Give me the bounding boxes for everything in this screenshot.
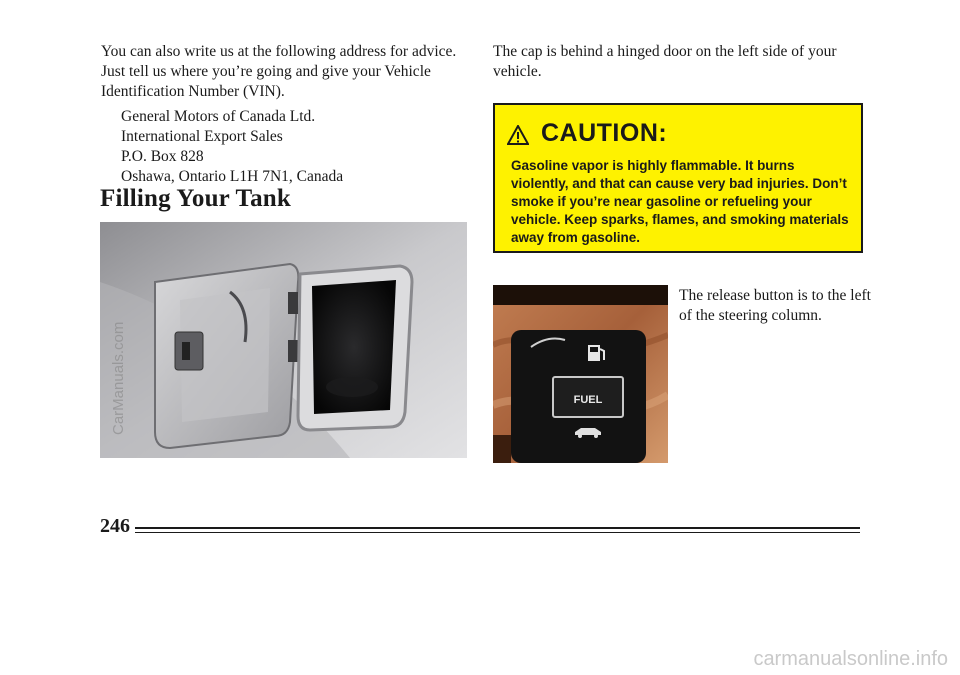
footer-rule (135, 532, 860, 533)
address-line: Oshawa, Ontario L1H 7N1, Canada (121, 168, 344, 185)
fuel-release-button-photo (493, 285, 668, 463)
fuel-button-label: FUEL (573, 394, 603, 406)
warning-triangle-icon (507, 125, 529, 145)
footer-rule (135, 527, 860, 529)
watermark: CarManuals.com (110, 321, 127, 435)
section-heading: Filling Your Tank (100, 185, 291, 212)
caution-text: Gasoline vapor is highly flammable. It burns violently, and that can cause very bad injuries. Don’t smoke if you’re near gasoline or refueling your vehicle. Keep sparks, flames, and smoking materials away from gasoline. (511, 158, 849, 245)
address-line: International Export Sales (121, 128, 283, 145)
fuel-door-photo (100, 222, 467, 458)
intro-paragraph: You can also write us at the following address for advice. Just tell us where you’re going and give your Vehicle Identification Number (VIN). (101, 43, 457, 100)
caution-title: CAUTION: (541, 119, 668, 147)
page-number: 246 (100, 515, 130, 537)
site-footer-watermark: carmanualsonline.info (753, 648, 948, 670)
cap-location-paragraph: The cap is behind a hinged door on the left side of your vehicle. (493, 43, 837, 80)
release-button-paragraph: The release button is to the left of the steering column. (679, 287, 871, 324)
address-line: P.O. Box 828 (121, 148, 204, 165)
address-line: General Motors of Canada Ltd. (121, 108, 316, 125)
caution-box (493, 103, 863, 253)
mailing-address (121, 107, 343, 187)
